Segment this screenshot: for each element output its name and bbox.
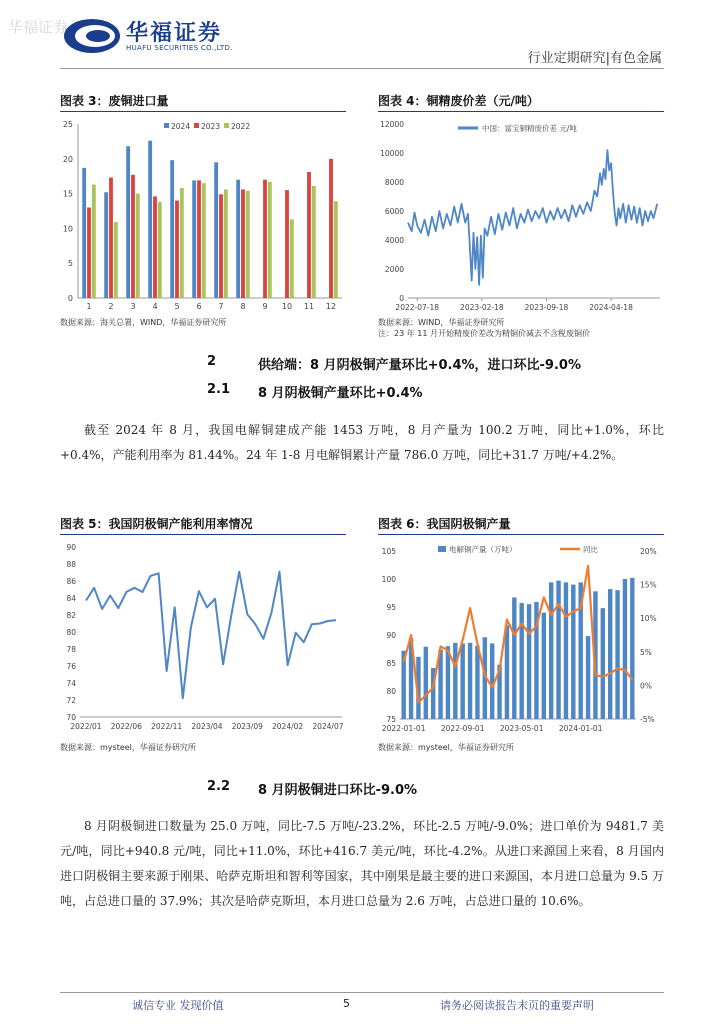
x-tick-label: 2024-04-18 <box>589 303 633 312</box>
y-right-tick-label: 5% <box>640 647 652 657</box>
yoy-line <box>404 566 633 702</box>
y-tick-label: 2000 <box>384 265 404 274</box>
bar-2023 <box>197 180 201 298</box>
y-tick-label: 10000 <box>380 149 404 158</box>
production-bar <box>527 604 531 719</box>
y-right-tick-label: 10% <box>640 614 657 624</box>
bar-2022 <box>224 189 228 298</box>
y-tick-label: 10 <box>62 224 73 234</box>
y-tick-label: 84 <box>66 594 76 603</box>
y-tick-label: 25 <box>62 120 73 129</box>
legend-swatch-2022 <box>224 123 229 128</box>
y-tick-label: 0 <box>67 294 73 303</box>
x-tick-label: 3 <box>130 302 136 311</box>
bar-2022 <box>246 191 250 298</box>
section-2-2-title: 8 月阴极铜进口环比-9.0% <box>258 783 418 798</box>
legend-label-production: 电解铜产量（万吨） <box>449 545 517 554</box>
y-tick-label: 0 <box>399 294 404 303</box>
bar-2024 <box>104 192 108 298</box>
x-tick-label: 2022/06 <box>110 722 142 731</box>
x-tick-label: 1 <box>86 302 92 311</box>
y-right-tick-label: 20% <box>640 547 657 556</box>
x-tick-label: 2024/07 <box>312 722 344 731</box>
line-series <box>86 572 336 699</box>
x-tick-label: 6 <box>196 302 202 311</box>
legend-swatch-2024 <box>164 123 169 128</box>
fig3-rule <box>60 111 346 112</box>
y-left-tick-label: 95 <box>386 603 396 612</box>
x-tick-label: 2023-02-18 <box>460 303 504 312</box>
header-rule <box>60 68 664 69</box>
fig4-chart <box>374 114 666 314</box>
y-tick-label: 6000 <box>384 207 404 216</box>
bar-2024 <box>126 146 130 298</box>
watermark: 华福证券 <box>8 18 69 36</box>
bar-2023 <box>307 172 311 298</box>
bar-2024 <box>192 180 196 298</box>
y-tick-label: 70 <box>66 713 76 722</box>
bar-2023 <box>219 194 223 298</box>
logo-mark <box>62 16 122 56</box>
legend-swatch-2023 <box>194 123 199 128</box>
production-bar <box>424 647 428 719</box>
production-bar <box>519 603 523 719</box>
bar-2024 <box>214 162 218 298</box>
bar-2024 <box>82 168 86 298</box>
y-tick-label: 15 <box>62 189 73 199</box>
section-2-1-paragraph: 截至 2024 年 8 月，我国电解铜建成产能 1453 万吨，8 月产量为 100.2 万吨，同比+1.0%，环比+0.4%，产能利用率为 81.44%。24 年 1-8 月电解铜累计产量 786.0 万吨，同比+31.7 万吨/+4.2%。 <box>60 423 664 462</box>
production-bar <box>615 590 619 719</box>
y-tick-label: 78 <box>66 645 76 654</box>
fig4-note: 注：23 年 11 月开始精废价差改为精铜价减去不含税废铜价 <box>378 329 590 338</box>
production-bar <box>549 582 553 719</box>
legend-label-2024: 2024 <box>171 122 191 131</box>
fig6-title: 图表 6：我国阴极铜产量 <box>378 517 511 531</box>
legend-label: 中国：富宝铜精废价差 元/吨 <box>482 124 577 133</box>
production-bar <box>601 608 605 719</box>
bar-2023 <box>285 190 289 298</box>
bar-2022 <box>158 202 162 298</box>
production-bar <box>608 589 612 719</box>
bar-2023 <box>109 178 113 298</box>
x-tick-label: 2022-09-01 <box>440 724 485 733</box>
section-2-2-number: 2.2 <box>207 779 231 794</box>
bar-2024 <box>236 180 240 298</box>
x-tick-label: 2023-09-18 <box>524 303 569 312</box>
production-bar <box>453 643 457 719</box>
y-tick-label: 5 <box>67 259 73 269</box>
bar-2023 <box>175 201 179 298</box>
y-left-tick-label: 100 <box>381 575 396 584</box>
section-2-title: 供给端：8 月阴极铜产量环比+0.4%，进口环比-9.0% <box>258 358 581 373</box>
y-tick-label: 8000 <box>384 178 404 187</box>
legend-swatch-production <box>438 546 446 552</box>
x-tick-label: 9 <box>262 302 268 311</box>
bar-2023 <box>153 196 157 298</box>
y-tick-label: 88 <box>66 560 76 569</box>
fig4-source: 数据来源：WIND，华福证券研究所 <box>378 318 505 327</box>
production-bar <box>556 581 560 719</box>
x-tick-label: 2022/01 <box>70 722 102 731</box>
y-tick-label: 80 <box>66 628 76 637</box>
production-bar <box>505 625 509 719</box>
bar-2022 <box>268 182 272 298</box>
fig5-source: 数据来源：mysteel，华福证券研究所 <box>60 743 196 752</box>
fig5-rule <box>60 534 346 535</box>
bar-2023 <box>131 175 135 298</box>
y-tick-label: 72 <box>66 696 76 705</box>
x-tick-label: 11 <box>303 302 315 311</box>
y-tick-label: 90 <box>66 543 76 552</box>
x-tick-label: 2022/11 <box>151 722 183 731</box>
page-number: 5 <box>343 997 350 1010</box>
bar-2022 <box>114 222 118 298</box>
x-tick-label: 8 <box>240 302 246 311</box>
fig6-source: 数据来源：mysteel，华福证券研究所 <box>378 743 514 752</box>
bar-2022 <box>136 194 140 298</box>
y-left-tick-label: 80 <box>386 687 396 696</box>
x-tick-label: 2 <box>108 302 114 311</box>
x-tick-label: 2022-07-18 <box>395 303 440 312</box>
x-tick-label: 5 <box>174 302 180 311</box>
y-tick-label: 82 <box>66 611 76 620</box>
y-tick-label: 76 <box>66 662 76 671</box>
y-right-tick-label: 15% <box>640 580 657 590</box>
bar-2022 <box>290 219 294 298</box>
production-bar <box>460 643 464 719</box>
x-tick-label: 2023-05-01 <box>499 724 544 733</box>
x-tick-label: 2023/09 <box>231 722 263 731</box>
bar-2022 <box>312 186 316 298</box>
production-bar <box>586 636 590 719</box>
fig4-title: 图表 4：铜精废价差（元/吨） <box>378 94 539 108</box>
production-bar <box>475 646 479 719</box>
bar-2022 <box>92 185 96 298</box>
bar-2023 <box>263 180 267 298</box>
logo-text: 华福证券 <box>126 20 223 46</box>
x-tick-label: 12 <box>325 302 337 311</box>
bar-2023 <box>87 208 91 298</box>
x-tick-label: 2024-01-01 <box>558 724 603 733</box>
section-2-2-paragraph: 8 月阴极铜进口数量为 25.0 万吨，同比-7.5 万吨/-23.2%，环比-2.5 万吨/-9.0%；进口单价为 9481.7 美元/吨，同比+940.8 元/吨，同比+11.0%，环比+416.7 美元/吨，环比-4.2%。从进口来源国上来看，8 月国内进口阴极铜主要来源于刚果、哈萨克斯坦和智利等国家，其中刚果是最主要的进口来源国，本月进口总量为 9.5 万吨，占总进口量的 37.9%；其次是哈萨克斯坦，本月进口总量为 2.6 万吨，占总进口量的 10.6%。 <box>60 819 664 908</box>
production-bar <box>446 646 450 719</box>
x-tick-label: 10 <box>281 302 293 311</box>
x-tick-label: 7 <box>218 302 224 311</box>
bar-2022 <box>202 183 206 298</box>
bar-2024 <box>148 141 152 298</box>
y-right-tick-label: -5% <box>640 715 655 724</box>
section-2-number: 2 <box>207 354 217 369</box>
fig6-chart <box>374 537 666 737</box>
fig4-rule <box>378 111 664 112</box>
fig5-title: 图表 5：我国阴极铜产能利用率情况 <box>60 517 253 531</box>
logo-subtext: HUAFU SECURITIES CO.,LTD. <box>126 44 233 52</box>
footer-disclaimer: 请务必阅读报告末页的重要声明 <box>440 999 594 1012</box>
production-bar <box>623 579 627 719</box>
bar-2023 <box>241 189 245 298</box>
fig3-chart <box>56 114 348 314</box>
y-tick-label: 86 <box>66 577 76 586</box>
fig3-source: 数据来源：海关总署，WIND，华福证券研究所 <box>60 318 227 327</box>
header-category: 行业定期研究|有色金属 <box>527 51 662 66</box>
fig6-rule <box>378 534 664 535</box>
y-tick-label: 74 <box>66 679 76 688</box>
y-right-tick-label: 0% <box>640 681 652 691</box>
bar-2024 <box>170 160 174 298</box>
y-left-tick-label: 90 <box>386 631 396 640</box>
y-left-tick-label: 85 <box>386 659 396 668</box>
legend-label-yoy: 同比 <box>583 545 598 554</box>
bar-2023 <box>329 159 333 298</box>
fig5-chart <box>56 537 348 737</box>
x-tick-label: 2022-01-01 <box>381 724 426 733</box>
production-bar <box>512 597 516 719</box>
bar-2022 <box>334 201 338 298</box>
footer-rule <box>60 992 664 993</box>
production-bar <box>571 585 575 719</box>
line-series <box>408 150 657 285</box>
x-tick-label: 2023/04 <box>191 722 223 731</box>
section-2-1-number: 2.1 <box>207 382 231 397</box>
footer-slogan: 诚信专业 发现价值 <box>132 999 224 1012</box>
legend-label-2023: 2023 <box>201 122 221 131</box>
production-bar <box>468 643 472 719</box>
fig3-title: 图表 3：废铜进口量 <box>60 94 169 108</box>
x-tick-label: 2024/02 <box>272 722 304 731</box>
y-tick-label: 20 <box>62 154 73 164</box>
production-bar <box>630 578 634 719</box>
production-bar <box>542 613 546 719</box>
y-tick-label: 12000 <box>380 120 404 129</box>
y-left-tick-label: 105 <box>381 547 396 556</box>
x-tick-label: 4 <box>152 302 158 311</box>
legend-label-2022: 2022 <box>231 122 251 131</box>
section-2-1-title: 8 月阴极铜产量环比+0.4% <box>258 386 423 401</box>
y-left-tick-label: 75 <box>386 715 396 724</box>
production-bar <box>564 582 568 719</box>
bar-2022 <box>180 188 184 298</box>
y-tick-label: 4000 <box>384 236 404 245</box>
